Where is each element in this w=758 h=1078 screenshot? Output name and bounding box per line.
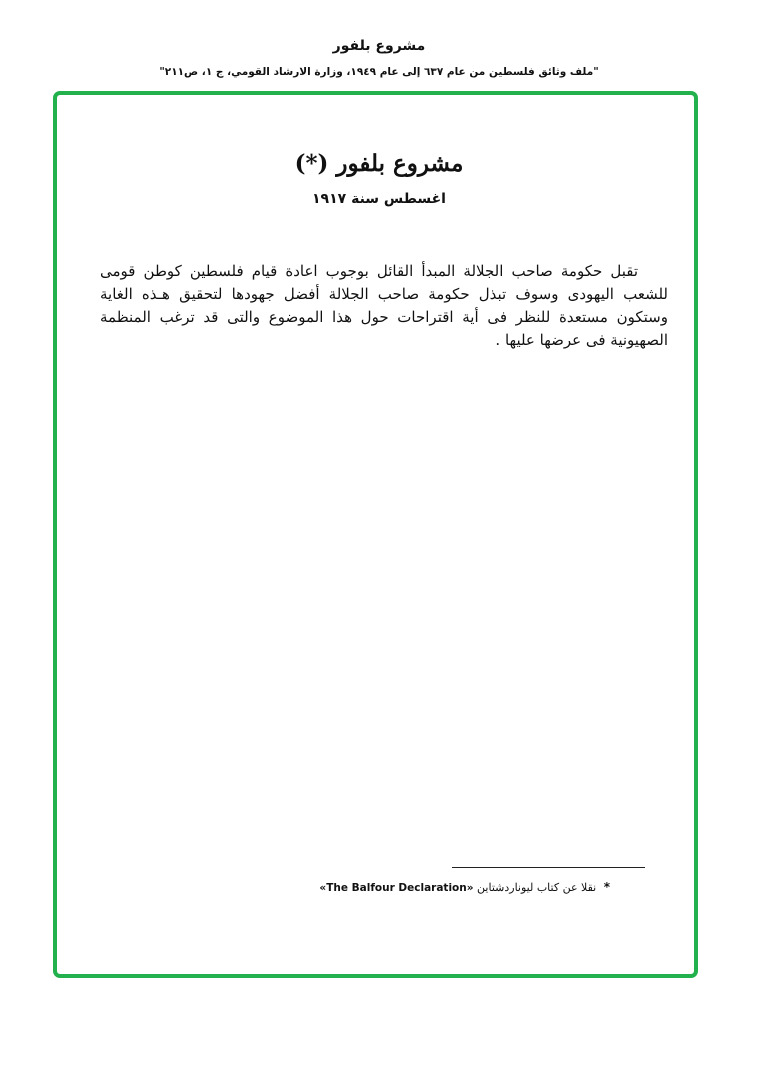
document-date: اغسطس سنة ١٩١٧: [312, 191, 446, 207]
footnote-divider: [452, 867, 645, 868]
document-body: تقبل حكومة صاحب الجلالة المبدأ القائل بوجوب اعادة قيام فلسطين كوطن قومى للشعب اليهودى وسوف تبذل حكومة صاحب الجلالة أفضل جهودها لتحقيق هـذه الغاية وستكون مستعدة للنظر فى أية اقتراحات حول هذا الموضوع والتى قد ترغب المنظمة الصهيونية فى عرضها عليها .: [100, 262, 668, 349]
footnote-marker: *: [603, 880, 610, 894]
footnote: [230, 879, 610, 896]
footnote-text: نقلا عن كتاب ليوناردشتاين: [477, 881, 597, 894]
source-citation: "ملف وثائق فلسطين من عام ٦٣٧ إلى عام ١٩٤٩، وزارة الارشاد القومي، ج ١، ص٢١١": [159, 66, 599, 78]
page-heading: مشروع بلفور: [332, 38, 426, 54]
document-frame: [53, 91, 698, 978]
footnote-book-title: «The Balfour Declaration»: [319, 882, 474, 894]
document-title: مشروع بلفور (*): [294, 150, 464, 177]
